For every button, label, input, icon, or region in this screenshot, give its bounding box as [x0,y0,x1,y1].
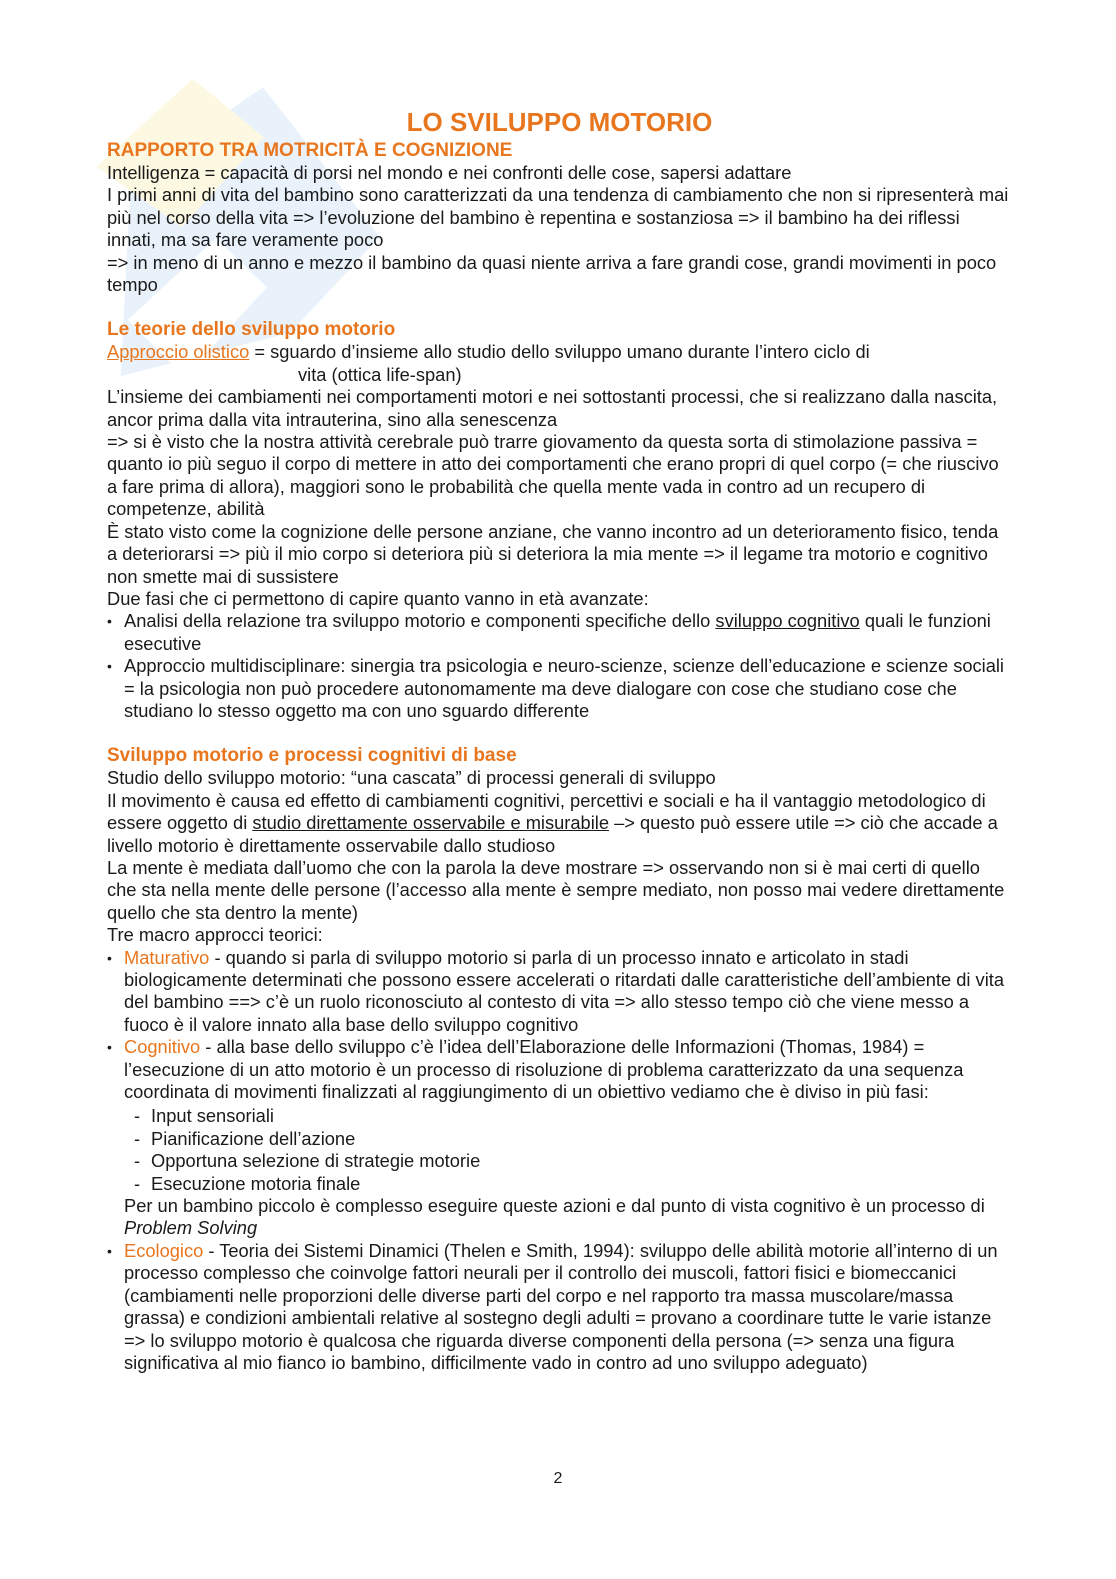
paragraph: => si è visto che la nostra attività cerebrale può trarre giovamento da questa sorta di stimolazione passiva = quanto io più seguo il corpo di mettere in atto dei comportamenti che erano propri di quel corpo (= che riuscivo a fare prima di allora), maggiori sono le probabilità che quella mente vada in contro ad un recupero di competenze, abilità [107,431,999,520]
cognitivo-term: Cognitivo [124,1036,201,1058]
fase-item: - Esecuzione motoria finale [124,1173,1012,1195]
document-page [107,106,1012,1374]
page-title: LO SVILUPPO MOTORIO [406,107,713,137]
fasi-list [124,1105,1012,1195]
page-number: 2 [553,1470,563,1487]
fase-item: - Opportuna selezione di strategie motorie [124,1150,1012,1172]
cognitivo-conclusion [124,1195,1012,1240]
sviluppo-cognitivo-term: sviluppo cognitivo [715,610,860,632]
paragraph: Tre macro approcci teorici: [107,924,323,946]
section-heading-sviluppo-motorio: Sviluppo motorio e processi cognitivi di base [107,745,517,767]
list-item-cognitivo [107,1036,1012,1240]
paragraph: => in meno di un anno e mezzo il bambino da quasi niente arriva a fare grandi cose, grandi movimenti in poco tempo [107,251,997,296]
paragraph: L’insieme dei cambiamenti nei comportamenti motori e nei sottostanti processi, che si realizzano dalla nascita, ancor prima dalla vita intrauterina, sino alla senescenza [107,386,998,430]
bullet-list [107,610,1012,722]
paragraph: Due fasi che ci permettono di capire quanto vanno in età avanzate: [107,587,649,609]
list-item: • Approccio multidisciplinare: sinergia tra psicologia e neuro-scienze, scienze dell’educazione e scienze sociali = la psicologia non può procedere autonomamente ma deve dialogare con cose che studiano cose che studiano lo stesso oggetto ma con uno sguardo differente [107,655,1012,722]
section-heading-rapporto: RAPPORTO TRA MOTRICITÀ E COGNIZIONE [107,140,513,161]
approccio-olistico-definition-continued: vita (ottica life-span) [298,363,462,385]
list-item-text: - quando si parla di sviluppo motorio si parla di un processo innato e articolato in stadi biologicamente determinati che possono essere accelerati o ritardati dalle caratteristiche dell’ambiente di vita del bambino ==> c’è un ruolo riconosciuto al contesto di vita => allo stesso tempo ciò che viene messo a fuoco è il valore innato alla base dello sviluppo cognitivo [124,946,1004,1035]
list-item [107,610,1012,655]
approccio-olistico-definition: = sguardo d’insieme allo studio dello sviluppo umano durante l’intero ciclo di [249,341,870,363]
maturativo-term: Maturativo [124,946,210,968]
fase-item: - Pianificazione dell’azione [124,1128,1012,1150]
list-item-text: quali le funzioni esecutive [124,610,991,654]
section-heading-teorie: Le teorie dello sviluppo motorio [107,319,396,341]
paragraph-text: Per un bambino piccolo è complesso eseguire queste azioni e dal punto di vista cognitivo è un processo di [124,1195,985,1217]
paragraph-text: Il movimento è causa ed effetto di cambiamenti cognitivi, percettivi e sociali e ha il vantaggio metodologico di essere oggetto di [107,789,986,834]
list-item-text: Analisi della relazione tra sviluppo motorio e componenti specifiche dello [124,610,716,632]
paragraph: I primi anni di vita del bambino sono caratterizzati da una tendenza di cambiamento che non si ripresenterà mai più nel corso della vita => l’evoluzione del bambino è repentina e sostanziosa => il bambino ha dei riflessi innati, ma sa fare veramente poco [107,184,1009,251]
paragraph [107,790,1012,857]
approccio-olistico-term: Approccio olistico [107,341,250,363]
ecologico-term: Ecologico [124,1239,204,1261]
paragraph-approccio-olistico [107,341,1012,363]
list-item-maturativo [107,947,1012,1037]
problem-solving-term: Problem Solving [124,1217,258,1239]
list-item-text: - Teoria dei Sistemi Dinamici (Thelen e Smith, 1994): sviluppo delle abilità motorie all’interno di un processo complesso che coinvolge fattori neurali per il controllo dei muscoli, fattori fisici e biomeccanici (cambiamenti nelle proporzioni delle diverse parti del corpo e nel rapporto tra massa muscolare/massa grassa) e condizioni ambientali relative al sostegno degli adulti = provano a coordinare tutte le varie istanze => lo sviluppo motorio è qualcosa che riguarda diverse componenti della persona (=> senza una figura significativa al mio fianco io bambino, difficilmente vado in contro ad uno sviluppo adeguato) [124,1239,998,1373]
list-item-ecologico [107,1240,1012,1374]
approcci-list [107,947,1012,1375]
paragraph: È stato visto come la cognizione delle persone anziane, che vanno incontro ad un deterioramento fisico, tenda a deteriorarsi => più il mio corpo si deteriora più si deteriora la mia mente => il legame tra motorio e cognitivo non smette mai di sussistere [107,520,999,587]
fase-item: - Input sensoriali [124,1105,1012,1127]
studio-osservabile-term: studio direttamente osservabile e misurabile [252,812,610,834]
paragraph-text: –> questo può essere utile => ciò che accade a livello motorio è direttamente osservabile dallo studioso [107,812,998,856]
paragraph: Studio dello sviluppo motorio: “una cascata” di processi generali di sviluppo [107,767,716,789]
list-item-text: - alla base dello sviluppo c’è l’idea dell’Elaborazione delle Informazioni (Thomas, 1984) = l’esecuzione di un atto motorio è un processo di risoluzione di problema caratterizzato da una sequenza coordinata di movimenti finalizzati al raggiungimento di un obiettivo vediamo che è diviso in più fasi: [124,1036,964,1103]
paragraph: Intelligenza = capacità di porsi nel mondo e nei confronti delle cose, sapersi adattare [107,162,792,183]
paragraph: La mente è mediata dall’uomo che con la parola la deve mostrare => osservando non si è mai certi di quello che sta nella mente delle persone (l’accesso alla mente è sempre mediato, non posso mai vedere direttamente quello che sta dentro la mente) [107,856,1005,923]
